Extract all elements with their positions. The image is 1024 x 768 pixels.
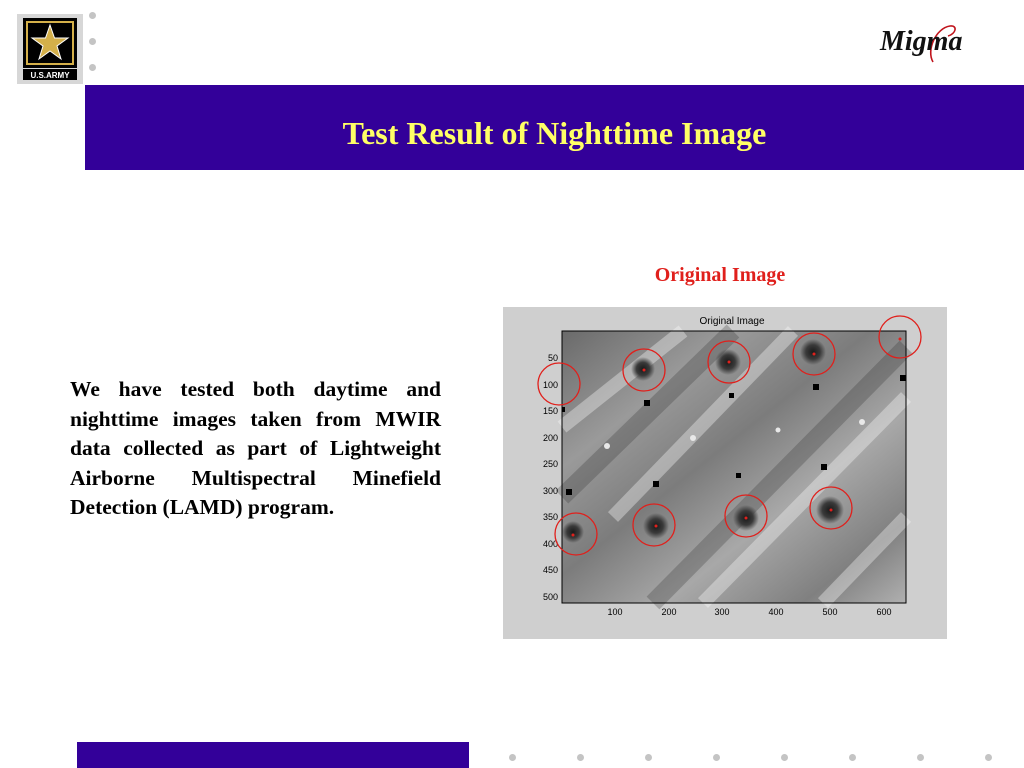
y-tick-label: 400 bbox=[542, 539, 558, 549]
army-logo-text: U.S.ARMY bbox=[30, 71, 70, 80]
dot bbox=[985, 754, 992, 761]
y-tick-label: 50 bbox=[547, 353, 558, 363]
y-tick-label: 150 bbox=[542, 406, 558, 416]
dot bbox=[713, 754, 720, 761]
x-tick-label: 100 bbox=[607, 607, 623, 617]
x-tick-label: 200 bbox=[661, 607, 677, 617]
dot bbox=[89, 12, 96, 19]
original-image-figure bbox=[503, 307, 947, 639]
decorative-dots-top bbox=[89, 10, 99, 80]
slide-title: Test Result of Nighttime Image bbox=[342, 115, 767, 151]
x-tick-label: 400 bbox=[768, 607, 784, 617]
title-bar bbox=[85, 85, 1024, 170]
dot bbox=[577, 754, 584, 761]
y-axis bbox=[543, 353, 558, 602]
migma-logo-text: Migma bbox=[880, 26, 963, 57]
x-tick-label: 300 bbox=[714, 607, 730, 617]
x-tick-label: 500 bbox=[822, 607, 838, 617]
figure-caption: Original Image bbox=[654, 264, 786, 286]
body-paragraph: We have tested both daytime and nighttime images taken from MWIR data collected as part of Lightweight Airborne Multispectral Minefield Detection (LAMD) program. bbox=[70, 377, 441, 519]
dot bbox=[509, 754, 516, 761]
footer-bar bbox=[77, 742, 469, 768]
dot bbox=[89, 38, 96, 45]
army-logo bbox=[17, 14, 83, 84]
figure-canvas bbox=[503, 307, 947, 639]
dot bbox=[89, 64, 96, 71]
y-tick-label: 500 bbox=[542, 592, 558, 602]
dot bbox=[917, 754, 924, 761]
dot bbox=[645, 754, 652, 761]
x-tick-label: 600 bbox=[876, 607, 892, 617]
dot bbox=[849, 754, 856, 761]
migma-logo bbox=[878, 20, 1008, 70]
figure-inner-title: Original Image bbox=[699, 316, 765, 327]
y-tick-label: 300 bbox=[542, 486, 558, 496]
y-tick-label: 450 bbox=[542, 565, 558, 575]
y-tick-label: 350 bbox=[542, 512, 558, 522]
x-axis bbox=[607, 607, 891, 617]
y-tick-label: 200 bbox=[542, 433, 558, 443]
dot bbox=[781, 754, 788, 761]
y-tick-label: 100 bbox=[542, 380, 558, 390]
y-tick-label: 250 bbox=[542, 459, 558, 469]
